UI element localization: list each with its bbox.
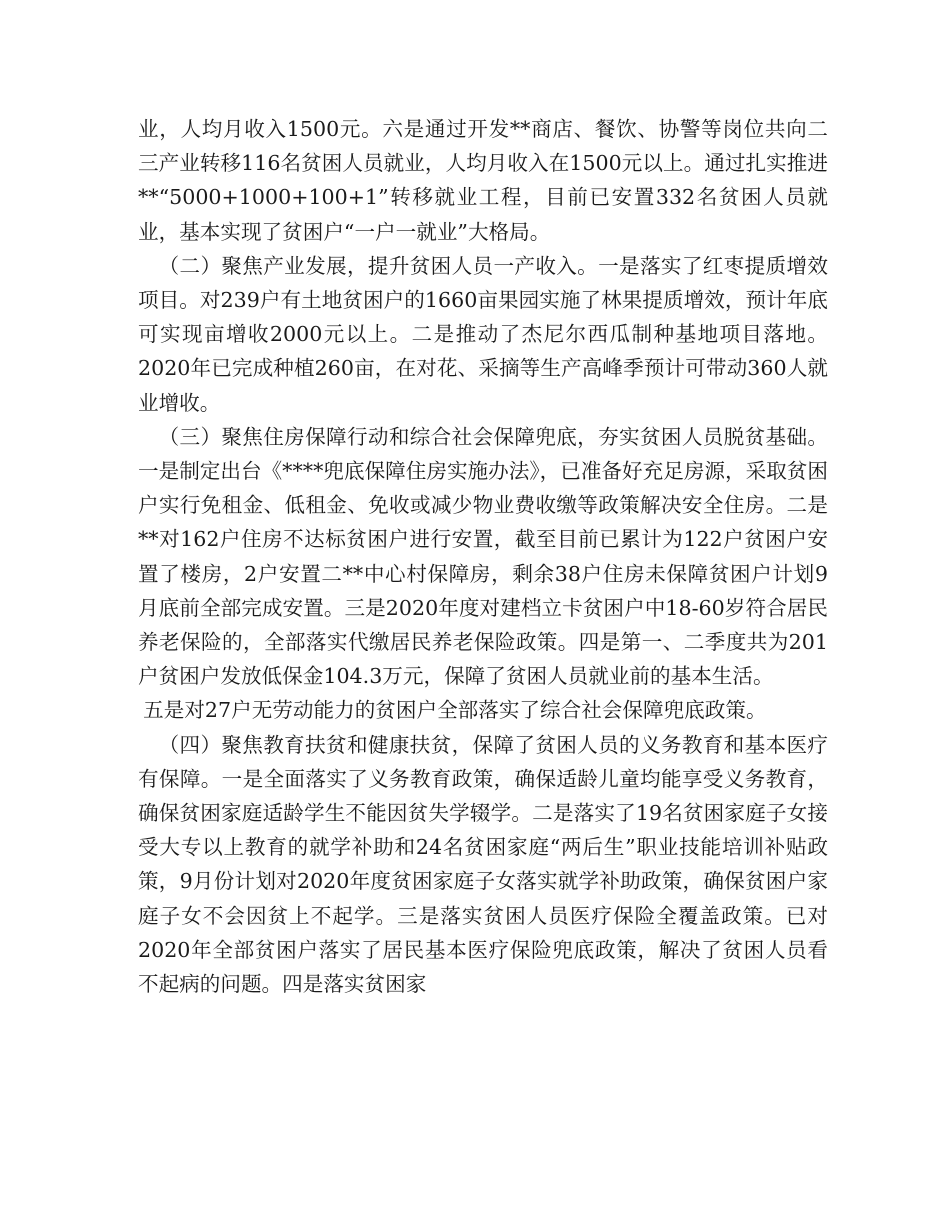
paragraph-employment-continued: 业，人均月收入1500元。六是通过开发**商店、餐饮、协警等岗位共向二三产业转移116名贫困人员就业，人均月收入在1500元以上。通过扎实推进**“5000+1000+100+1”转移就业工程，目前已安置332名贫困人员就业，基本实现了贫困户“一户一就业”大格局。 [138, 117, 828, 244]
paragraph-education-health: （四）聚焦教育扶贫和健康扶贫，保障了贫困人员的义务教育和基本医疗有保障。一是全面落实了义务教育政策，确保适龄儿童均能享受义务教育，确保贫困家庭适龄学生不能因贫失学辍学。二是落实了19名贫困家庭子女接受大专以上教育的就学补助和24名贫困家庭“两后生”职业技能培训补贴政策，9月份计划对2020年度贫困家庭子女落实就学补助政策，确保贫困户家庭子女不会因贫上不起学。三是落实贫困人员医疗保险全覆盖政策。已对2020年全部贫困户落实了居民基本医疗保险兜底政策，解决了贫困人员看不起病的问题。四是落实贫困家 [138, 732, 828, 997]
paragraph-social-security: 五是对27户无劳动能力的贫困户全部落实了综合社会保障兜底政策。 [143, 698, 767, 723]
paragraph-industry-development: （二）聚焦产业发展，提升贫困人员一产收入。一是落实了红枣提质增效项目。对239户有土地贫困户的1660亩果园实施了林果提质增效，预计年底可实现亩增收2000元以上。二是推动了杰尼尔西瓜制种基地项目落地。2020年已完成种植260亩，在对花、采摘等生产高峰季预计可带动360人就业增收。 [138, 253, 828, 415]
paragraph-housing-security: （三）聚焦住房保障行动和综合社会保障兜底，夯实贫困人员脱贫基础。一是制定出台《****兜底保障住房实施办法》，已准备好充足房源，采取贫困户实行免租金、低租金、免收或减少物业费收缴等政策解决安全住房。二是**对162户住房不达标贫困户进行安置，截至目前已累计为122户贫困户安置了楼房，2户安置二**中心村保障房，剩余38户住房未保障贫困户计划9月底前全部完成安置。三是2020年度对建档立卡贫困户中18-60岁符合居民养老保险的，全部落实代缴居民养老保险政策。四是第一、二季度共为201户贫困户发放低保金104.3万元，保障了贫困人员就业前的基本生活。 [138, 424, 828, 689]
document-page [138, 112, 828, 1001]
